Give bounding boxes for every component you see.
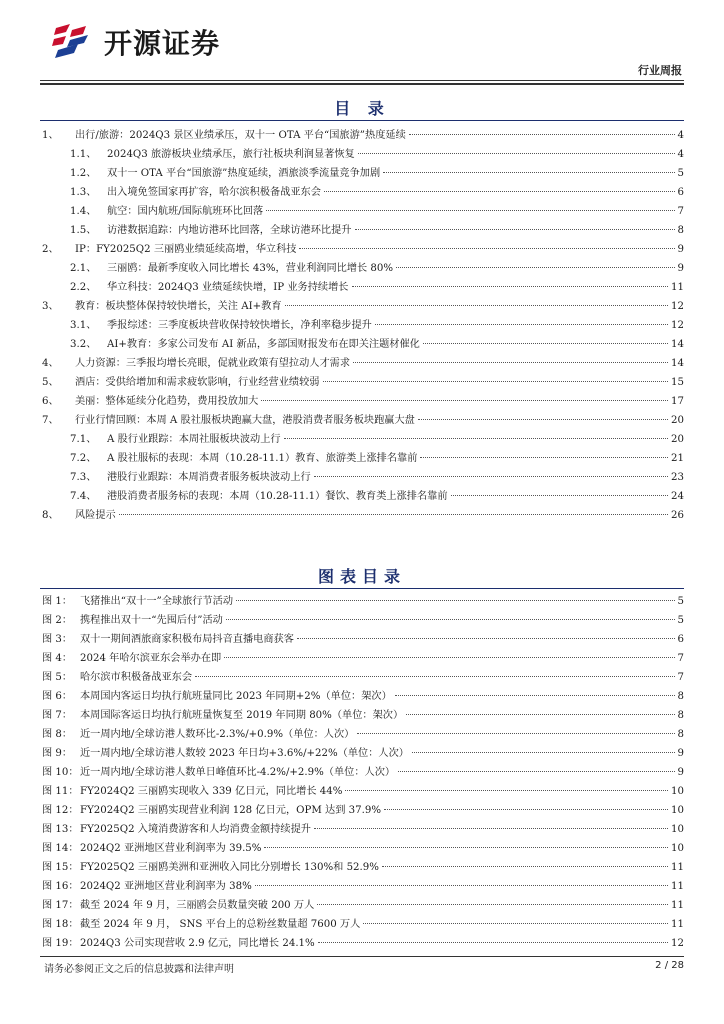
- toc-label: 风险提示: [75, 510, 116, 521]
- figure-caption: FY2024Q2 三丽鸥实现收入 339 亿日元，同比增长 44%: [80, 786, 343, 797]
- toc-num: 5、: [42, 377, 59, 388]
- figure-num: 图 17：: [42, 900, 79, 911]
- report-type-label: 行业周报: [638, 64, 682, 77]
- toc-entry[interactable]: [40, 240, 684, 259]
- brand-logo: [52, 22, 220, 62]
- toc-entry[interactable]: [40, 183, 684, 202]
- figure-num: 图 15：: [42, 862, 79, 873]
- figure-list-item[interactable]: [40, 668, 684, 687]
- toc-num: 1.5、: [70, 225, 97, 236]
- figure-num: 图 7：: [42, 710, 73, 721]
- figure-caption: 哈尔滨市积极备战亚东会: [80, 672, 193, 683]
- toc-num: 6、: [42, 396, 59, 407]
- figure-list-item[interactable]: [40, 877, 684, 896]
- figure-page: 8: [677, 710, 684, 721]
- figure-caption: 截至 2024 年 9 月， SNS 平台上的总粉丝数量超 7600 万人: [80, 919, 361, 930]
- leader-dots: [314, 828, 668, 829]
- figure-list-item[interactable]: [40, 915, 684, 934]
- leader-dots: [384, 809, 668, 810]
- toc-page: 4: [677, 130, 684, 141]
- figure-list-item[interactable]: [40, 649, 684, 668]
- toc-entry[interactable]: [40, 468, 684, 487]
- toc-num: 1.1、: [70, 149, 97, 160]
- toc-num: 1.2、: [70, 168, 97, 179]
- toc-title-divider: [40, 120, 684, 121]
- toc-label: 航空：国内航班/国际航班环比回落: [107, 206, 264, 217]
- toc-page: 17: [671, 396, 684, 407]
- list-of-figures: [40, 592, 684, 953]
- toc-num: 7.3、: [70, 472, 97, 483]
- figure-caption: 飞猪推出“双十一”全球旅行节活动: [80, 596, 234, 607]
- toc-entry[interactable]: [40, 126, 684, 145]
- figure-page: 11: [671, 900, 684, 911]
- figure-caption: 2024 年哈尔滨亚东会举办在即: [80, 653, 222, 664]
- figure-page: 8: [677, 729, 684, 740]
- toc-page: 5: [677, 168, 684, 179]
- leader-dots: [420, 457, 668, 458]
- leader-dots: [285, 305, 669, 306]
- table-of-contents: [40, 126, 684, 525]
- brand-name: 开源证券: [104, 27, 221, 60]
- figures-title: 图表目录: [317, 567, 406, 586]
- figure-caption: FY2024Q2 三丽鸥实现营业利润 128 亿日元，OPM 达到 37.9%: [80, 805, 382, 816]
- figure-caption: 近一周内地/全球访港人数单日峰值环比-4.2%/+2.9%（单位：人次）: [80, 767, 396, 778]
- toc-entry[interactable]: [40, 373, 684, 392]
- figure-list-item[interactable]: [40, 744, 684, 763]
- toc-page: 12: [671, 320, 684, 331]
- toc-page: 20: [671, 434, 684, 445]
- figure-num: 图 13：: [42, 824, 79, 835]
- leader-dots: [299, 248, 674, 249]
- toc-page: 14: [671, 339, 684, 350]
- toc-page: 6: [677, 187, 684, 198]
- toc-label: IP：FY2025Q2 三丽鸥业绩延续高增，华立科技: [75, 244, 297, 255]
- toc-label: 三丽鸥：最新季度收入同比增长 43%，营业利润同比增长 80%: [107, 263, 394, 274]
- figure-caption: 双十一期间酒旅商家积极布局抖音直播电商获客: [80, 634, 294, 645]
- figure-num: 图 2：: [42, 615, 73, 626]
- toc-label: 华立科技：2024Q3 业绩延续快增，IP 业务持续增长: [107, 282, 349, 293]
- figure-caption: FY2025Q2 入境消费游客和人均消费金额持续提升: [80, 824, 311, 835]
- leader-dots: [398, 771, 674, 772]
- figure-num: 图 4：: [42, 653, 73, 664]
- leader-dots: [119, 514, 668, 515]
- toc-label: 人力资源：三季报均增长亮眼，促就业政策有望拉动人才需求: [75, 358, 351, 369]
- figure-page: 5: [677, 596, 684, 607]
- figure-num: 图 16：: [42, 881, 79, 892]
- toc-entry[interactable]: [40, 449, 684, 468]
- toc-num: 3、: [42, 301, 59, 312]
- toc-num: 7.1、: [70, 434, 97, 445]
- leader-dots: [318, 942, 668, 943]
- figure-page: 10: [671, 843, 684, 854]
- leader-dots: [195, 676, 674, 677]
- leader-dots: [345, 790, 668, 791]
- toc-label: 美丽：整体延续分化趋势，费用投放加大: [75, 396, 259, 407]
- toc-page: 20: [671, 415, 684, 426]
- figure-caption: FY2025Q2 三丽鸥美洲和亚洲收入同比分别增长 130%和 52.9%: [80, 862, 379, 873]
- figure-page: 8: [677, 691, 684, 702]
- figure-caption: 携程推出双十一“先囤后付”活动: [80, 615, 223, 626]
- figure-page: 11: [671, 919, 684, 930]
- toc-num: 8、: [42, 510, 59, 521]
- toc-num: 2、: [42, 244, 59, 255]
- toc-page: 11: [671, 282, 684, 293]
- leader-dots: [324, 191, 675, 192]
- figure-list-item[interactable]: [40, 934, 684, 953]
- page-number: 2 / 28: [655, 960, 684, 971]
- toc-label: 季报综述：三季度板块营收保持较快增长，净利率稳步提升: [107, 320, 372, 331]
- toc-label: A 股行业跟踪：本周社服板块波动上行: [107, 434, 281, 445]
- toc-num: 7.2、: [70, 453, 97, 464]
- toc-label: 访港数据追踪：内地访港环比回落，全球访港环比提升: [107, 225, 352, 236]
- figure-list-item[interactable]: [40, 858, 684, 877]
- leader-dots: [284, 438, 668, 439]
- figure-page: 11: [671, 881, 684, 892]
- leader-dots: [323, 381, 669, 382]
- figure-list-item[interactable]: [40, 820, 684, 839]
- figure-caption: 本周国内客运日均执行航班量同比 2023 年同期+2%（单位：架次）: [80, 691, 392, 702]
- leader-dots: [352, 286, 669, 287]
- toc-label: 港股行业跟踪：本周消费者服务板块波动上行: [107, 472, 311, 483]
- figure-caption: 截至 2024 年 9 月，三丽鸥会员数量突破 200 万人: [80, 900, 315, 911]
- header-divider-thick: [40, 83, 684, 85]
- leader-dots: [255, 885, 668, 886]
- brand-mark-icon: [52, 22, 96, 62]
- toc-page: 21: [671, 453, 684, 464]
- toc-num: 7.4、: [70, 491, 97, 502]
- leader-dots: [266, 210, 674, 211]
- footer-disclaimer: 请务必参阅正文之后的信息披露和法律声明: [44, 964, 234, 975]
- page-header: [40, 14, 684, 82]
- figure-page: 5: [677, 615, 684, 626]
- leader-dots: [224, 657, 674, 658]
- figure-num: 图 12：: [42, 805, 79, 816]
- leader-dots: [406, 714, 674, 715]
- figure-caption: 本周国际客运日均执行航班量恢复至 2019 年同期 80%（单位：架次）: [80, 710, 404, 721]
- figures-title-divider: [40, 588, 684, 589]
- figure-num: 图 10：: [42, 767, 79, 778]
- figure-list-item[interactable]: [40, 782, 684, 801]
- figure-caption: 2024Q2 亚洲地区营业利润率为 39.5%: [80, 843, 262, 854]
- leader-dots: [264, 847, 668, 848]
- header-divider: [40, 80, 684, 81]
- toc-entry[interactable]: [40, 202, 684, 221]
- leader-dots: [297, 638, 675, 639]
- toc-entry[interactable]: [40, 335, 684, 354]
- toc-page: 24: [671, 491, 684, 502]
- figure-list-item[interactable]: [40, 801, 684, 820]
- leader-dots: [412, 752, 675, 753]
- figure-list-item[interactable]: [40, 592, 684, 611]
- toc-num: 3.2、: [70, 339, 97, 350]
- figure-num: 图 11：: [42, 786, 79, 797]
- toc-entry[interactable]: [40, 392, 684, 411]
- figure-num: 图 5：: [42, 672, 73, 683]
- figure-page: 9: [677, 767, 684, 778]
- toc-entry[interactable]: [40, 487, 684, 506]
- figure-num: 图 14：: [42, 843, 79, 854]
- toc-page: 14: [671, 358, 684, 369]
- toc-entry[interactable]: [40, 430, 684, 449]
- toc-title: 目 录: [334, 99, 390, 118]
- toc-label: 2024Q3 旅游板块业绩承压，旅行社板块利润显著恢复: [107, 149, 355, 160]
- figure-page: 9: [677, 748, 684, 759]
- figure-page: 7: [677, 672, 684, 683]
- toc-entry[interactable]: [40, 297, 684, 316]
- figure-list-item[interactable]: [40, 763, 684, 782]
- leader-dots: [226, 619, 675, 620]
- figure-num: 图 6：: [42, 691, 73, 702]
- figure-caption: 近一周内地/全球访港人数环比-2.3%/+0.9%（单位：人次）: [80, 729, 355, 740]
- toc-label: 港股消费者服务标的表现：本周（10.28-11.1）餐饮、教育类上涨排名靠前: [107, 491, 448, 502]
- toc-entry[interactable]: [40, 506, 684, 525]
- toc-entry[interactable]: [40, 221, 684, 240]
- figure-page: 10: [671, 786, 684, 797]
- figure-caption: 2024Q2 亚洲地区营业利润率为 38%: [80, 881, 252, 892]
- toc-page: 23: [671, 472, 684, 483]
- toc-page: 8: [677, 225, 684, 236]
- toc-entry[interactable]: [40, 316, 684, 335]
- figure-list-item[interactable]: [40, 687, 684, 706]
- figure-num: 图 3：: [42, 634, 73, 645]
- figure-page: 10: [671, 824, 684, 835]
- leader-dots: [317, 904, 668, 905]
- figure-list-item[interactable]: [40, 839, 684, 858]
- figure-page: 12: [671, 938, 684, 949]
- leader-dots: [418, 419, 668, 420]
- figure-num: 图 9：: [42, 748, 73, 759]
- toc-num: 1.4、: [70, 206, 97, 217]
- toc-entry[interactable]: [40, 411, 684, 430]
- leader-dots: [358, 153, 675, 154]
- toc-num: 3.1、: [70, 320, 97, 331]
- leader-dots: [357, 733, 674, 734]
- toc-label: AI+教育：多家公司发布 AI 新品，多部国财报发布在即关注题材催化: [107, 339, 420, 350]
- toc-label: 教育：板块整体保持较快增长，关注 AI+教育: [75, 301, 282, 312]
- leader-dots: [363, 923, 668, 924]
- toc-page: 26: [671, 510, 684, 521]
- leader-dots: [382, 866, 668, 867]
- leader-dots: [261, 400, 668, 401]
- leader-dots: [236, 600, 674, 601]
- toc-page: 12: [671, 301, 684, 312]
- figure-num: 图 8：: [42, 729, 73, 740]
- figure-list-item[interactable]: [40, 706, 684, 725]
- figure-num: 图 1：: [42, 596, 73, 607]
- toc-entry[interactable]: [40, 259, 684, 278]
- toc-num: 4、: [42, 358, 59, 369]
- toc-num: 1.3、: [70, 187, 97, 198]
- toc-page: 7: [677, 206, 684, 217]
- toc-num: 7、: [42, 415, 59, 426]
- figure-num: 图 18：: [42, 919, 79, 930]
- figure-page: 7: [677, 653, 684, 664]
- toc-num: 2.2、: [70, 282, 97, 293]
- leader-dots: [395, 695, 675, 696]
- toc-page: 9: [677, 263, 684, 274]
- toc-label: 酒店：受供给增加和需求疲软影响，行业经营业绩较弱: [75, 377, 320, 388]
- toc-entry[interactable]: [40, 164, 684, 183]
- leader-dots: [423, 343, 668, 344]
- figure-list-item[interactable]: [40, 611, 684, 630]
- leader-dots: [451, 495, 668, 496]
- toc-page: 9: [677, 244, 684, 255]
- leader-dots: [353, 362, 668, 363]
- toc-num: 1、: [42, 130, 59, 141]
- leader-dots: [396, 267, 674, 268]
- leader-dots: [375, 324, 668, 325]
- leader-dots: [383, 172, 674, 173]
- toc-entry[interactable]: [40, 354, 684, 373]
- figure-page: 10: [671, 805, 684, 816]
- toc-label: 行业行情回顾：本周 A 股社服板块跑赢大盘，港股消费者服务板块跑赢大盘: [75, 415, 415, 426]
- figure-page: 6: [677, 634, 684, 645]
- leader-dots: [314, 476, 668, 477]
- figure-num: 图 19：: [42, 938, 79, 949]
- toc-entry[interactable]: [40, 145, 684, 164]
- toc-label: 出行/旅游：2024Q3 景区业绩承压，双十一 OTA 平台“国旅游”热度延续: [75, 130, 406, 141]
- figure-list-item[interactable]: [40, 630, 684, 649]
- figure-list-item[interactable]: [40, 896, 684, 915]
- figure-page: 11: [671, 862, 684, 873]
- toc-page: 4: [677, 149, 684, 160]
- toc-label: 双十一 OTA 平台“国旅游”热度延续，酒旅淡季流量竞争加剧: [107, 168, 381, 179]
- leader-dots: [355, 229, 675, 230]
- footer-divider: [40, 956, 684, 957]
- figure-list-item[interactable]: [40, 725, 684, 744]
- figure-caption: 近一周内地/全球访港人数较 2023 年日均+3.6%/+22%（单位：人次）: [80, 748, 409, 759]
- toc-label: 出入境免签国家再扩容，哈尔滨积极备战亚东会: [107, 187, 321, 198]
- leader-dots: [409, 134, 675, 135]
- figure-caption: 2024Q3 公司实现营收 2.9 亿元，同比增长 24.1%: [80, 938, 315, 949]
- toc-entry[interactable]: [40, 278, 684, 297]
- toc-label: A 股社服标的表现：本周（10.28-11.1）教育、旅游类上涨排名靠前: [107, 453, 418, 464]
- toc-page: 15: [671, 377, 684, 388]
- toc-num: 2.1、: [70, 263, 97, 274]
